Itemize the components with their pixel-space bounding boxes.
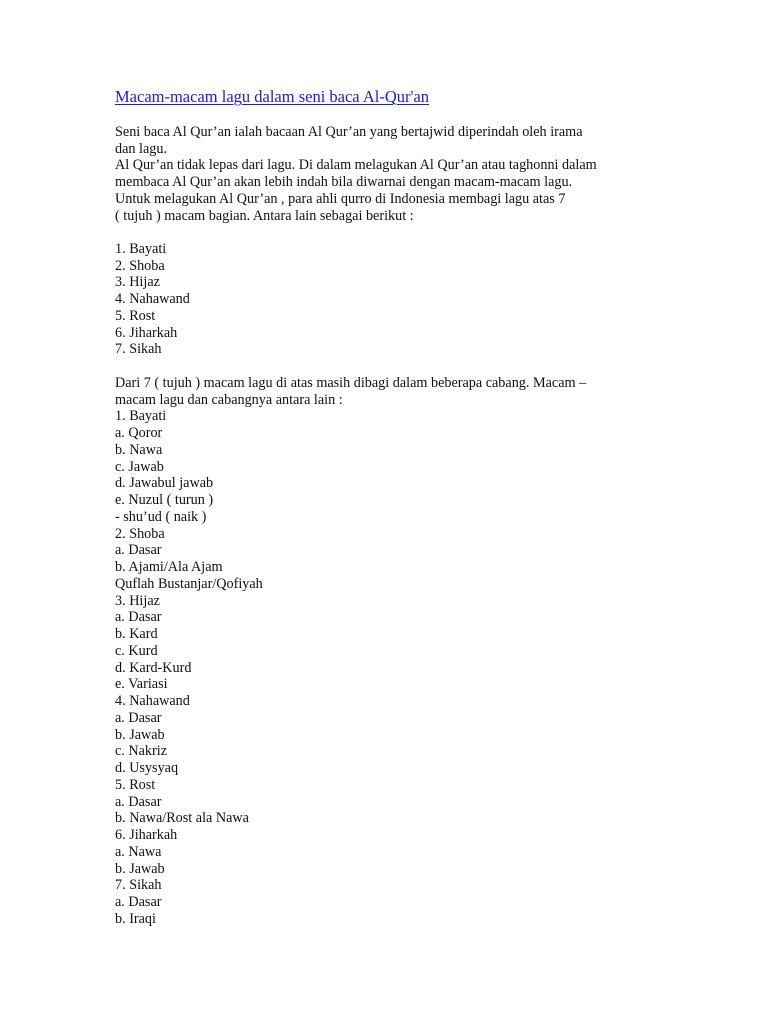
branches-text-line: Dari 7 ( tujuh ) macam lagu di atas masih dibagi dalam beberapa cabang. Macam – [115, 374, 587, 391]
list-item: a. Dasar [115, 542, 162, 559]
list-item: a. Dasar [115, 894, 162, 911]
main-lagu-list [115, 241, 655, 358]
list-item: b. Iraqi [115, 910, 156, 927]
list-item: a. Dasar [115, 609, 162, 626]
list-item: b. Jawab [115, 860, 165, 877]
list-item: c. Nakriz [115, 743, 167, 760]
list-item: 4. Nahawand [115, 693, 190, 710]
list-item: 3. Hijaz [115, 274, 160, 291]
list-item: a. Qoror [115, 425, 163, 442]
list-item: b. Jawab [115, 726, 165, 743]
list-item: - shu’ud ( naik ) [115, 508, 207, 525]
document-title-link[interactable]: Macam-macam lagu dalam seni baca Al-Qur'an [115, 87, 430, 106]
intro-line: Seni baca Al Qur’an ialah bacaan Al Qur’an yang bertajwid diperindah oleh irama [115, 124, 583, 140]
list-item: b. Nawa [115, 441, 163, 458]
document-page [115, 86, 655, 928]
list-item: 5. Rost [115, 776, 156, 793]
list-item: 1. Bayati [115, 408, 167, 425]
intro-line: ( tujuh ) macam bagian. Antara lain sebagai berikut : [115, 207, 414, 224]
list-item: d. Kard-Kurd [115, 659, 192, 676]
list-item: Quflah Bustanjar/Qofiyah [115, 575, 263, 592]
list-item: 6. Jiharkah [115, 324, 178, 341]
list-item: 6. Jiharkah [115, 827, 178, 844]
list-item: 3. Hijaz [115, 592, 160, 609]
list-item: 5. Rost [115, 307, 156, 324]
list-item: e. Nuzul ( turun ) [115, 492, 214, 509]
list-item: 1. Bayati [115, 240, 167, 257]
list-item: d. Usysyaq [115, 760, 179, 777]
list-item: b. Ajami/Ala Ajam [115, 559, 223, 576]
list-item: 7. Sikah [115, 877, 162, 894]
intro-line: Untuk melagukan Al Qur’an , para ahli qurro di Indonesia membagi lagu atas 7 [115, 190, 566, 207]
branches-text-line: macam lagu dan cabangnya antara lain : [115, 391, 343, 408]
list-item: b. Kard [115, 626, 158, 643]
intro-line: membaca Al Qur’an akan lebih indah bila diwarnai dengan macam-macam lagu. [115, 174, 573, 191]
branches-section [115, 375, 655, 928]
list-item: 2. Shoba [115, 525, 165, 542]
list-item: 4. Nahawand [115, 291, 190, 308]
list-item: a. Nawa [115, 843, 162, 860]
list-item: d. Jawabul jawab [115, 475, 214, 492]
intro-line: dan lagu. [115, 140, 168, 157]
list-item: c. Jawab [115, 458, 164, 475]
intro-paragraph [115, 124, 655, 224]
list-item: c. Kurd [115, 642, 158, 659]
list-item: b. Nawa/Rost ala Nawa [115, 810, 249, 827]
intro-line: Al Qur’an tidak lepas dari lagu. Di dalam melagukan Al Qur’an atau taghonni dalam [115, 157, 597, 174]
list-item: a. Dasar [115, 793, 162, 810]
list-item: e. Variasi [115, 676, 168, 693]
list-item: 2. Shoba [115, 257, 165, 274]
list-item: a. Dasar [115, 709, 162, 726]
list-item: 7. Sikah [115, 341, 162, 358]
